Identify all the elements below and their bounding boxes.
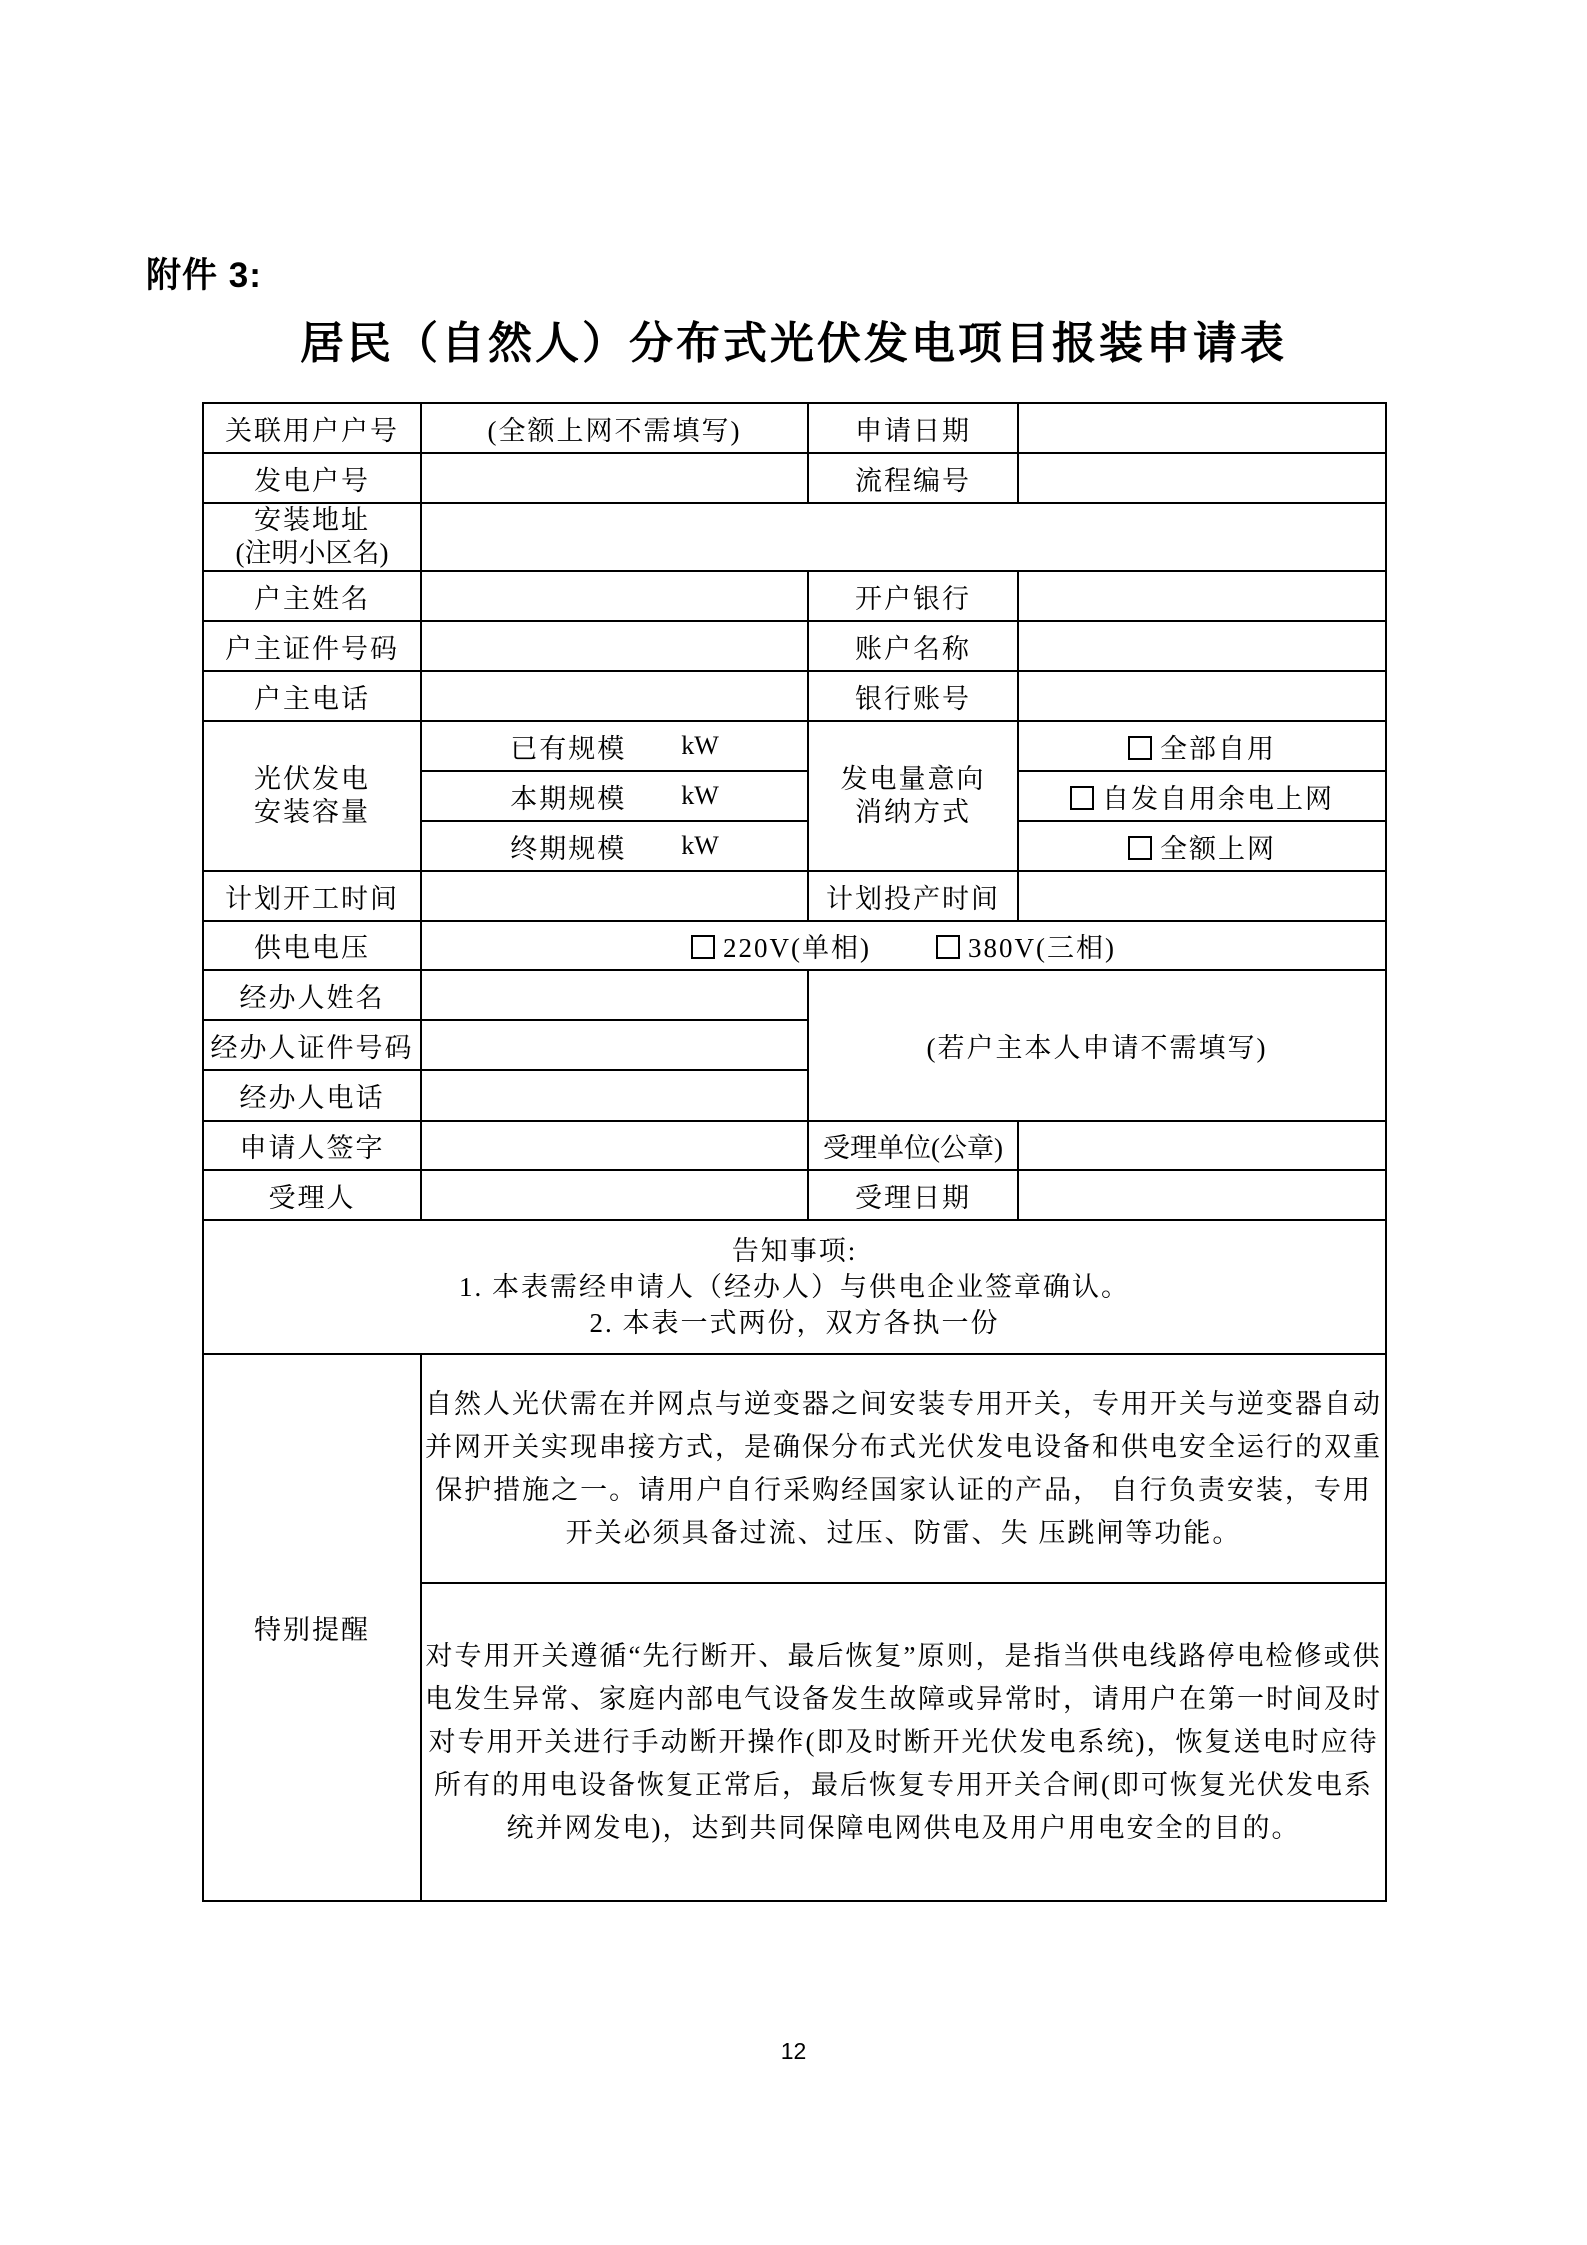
field-agent-name	[421, 970, 808, 1020]
table-row	[203, 503, 1386, 571]
label-owner-name: 户主姓名	[203, 571, 421, 621]
notice-item-1: 1. 本表需经申请人（经办人）与供电企业签章确认。	[459, 1272, 1130, 1302]
label-agent-phone: 经办人电话	[203, 1070, 421, 1121]
label-consumption-mode	[808, 721, 1018, 871]
table-row	[203, 1354, 1386, 1583]
field-generation-user-number	[421, 453, 808, 503]
label-pv-install-capacity	[203, 721, 421, 871]
checkbox-380v-icon[interactable]	[936, 935, 960, 959]
table-row	[203, 671, 1386, 721]
page-title: 居民（自然人）分布式光伏发电项目报装申请表	[300, 319, 1287, 368]
label-agent-id-number: 经办人证件号码	[203, 1020, 421, 1070]
label-bank-name: 开户银行	[808, 571, 1018, 621]
label-bank-account-number: 银行账号	[808, 671, 1018, 721]
option-self-use-surplus-grid	[1018, 771, 1386, 821]
label-acceptor: 受理人	[203, 1170, 421, 1220]
field-owner-id-number	[421, 621, 808, 671]
label-agent-name: 经办人姓名	[203, 970, 421, 1020]
field-application-date	[1018, 403, 1386, 453]
checkbox-full-grid-icon[interactable]	[1128, 836, 1152, 860]
table-row	[203, 871, 1386, 921]
current-scale-unit: kW	[681, 781, 719, 810]
label-generation-user-number: 发电户号	[203, 453, 421, 503]
supply-voltage-options	[421, 921, 1386, 970]
table-row	[203, 621, 1386, 671]
label-special-reminder: 特别提醒	[203, 1354, 421, 1901]
label-owner-id-number: 户主证件号码	[203, 621, 421, 671]
option-220v-label: 220V(单相)	[723, 933, 871, 963]
pv-capacity-line1: 光伏发电	[254, 764, 370, 794]
table-row	[203, 921, 1386, 970]
label-accepting-unit-seal: 受理单位(公章)	[808, 1121, 1018, 1170]
field-owner-name	[421, 571, 808, 621]
label-account-name: 账户名称	[808, 621, 1018, 671]
final-scale-label: 终期规模	[510, 833, 627, 864]
notice-item-2: 2. 本表一式两份，双方各执一份	[589, 1308, 1000, 1338]
option-380v-label: 380V(三相)	[968, 933, 1116, 963]
table-row	[203, 453, 1386, 503]
attachment-label: 附件 3:	[146, 256, 262, 295]
option-all-self-use	[1018, 721, 1386, 771]
notice-section	[203, 1220, 1386, 1354]
label-planned-production-time: 计划投产时间	[808, 871, 1018, 921]
consumption-mode-line1: 发电量意向	[840, 764, 986, 794]
notice-heading: 告知事项:	[731, 1236, 858, 1266]
installation-address-line1: 安装地址	[254, 505, 370, 535]
checkbox-self-use-surplus-icon[interactable]	[1070, 786, 1094, 810]
field-agent-id-number	[421, 1020, 808, 1070]
option-all-self-use-label: 全部自用	[1160, 733, 1276, 764]
field-bank-name	[1018, 571, 1386, 621]
label-planned-start-time: 计划开工时间	[203, 871, 421, 921]
installation-address-line2: (注明小区名)	[235, 538, 389, 568]
consumption-mode-line2: 消纳方式	[855, 797, 971, 827]
field-linked-user-number: (全额上网不需填写)	[421, 403, 808, 453]
final-scale-unit: kW	[681, 831, 719, 860]
table-row	[203, 1170, 1386, 1220]
table-row	[203, 571, 1386, 621]
checkbox-all-self-use-icon[interactable]	[1128, 736, 1152, 760]
option-self-use-surplus-label: 自发自用余电上网	[1102, 783, 1334, 814]
existing-scale-label: 已有规模	[510, 733, 627, 764]
table-row	[203, 1121, 1386, 1170]
table-row	[203, 403, 1386, 453]
option-full-grid-label: 全额上网	[1160, 833, 1276, 864]
label-acceptance-date: 受理日期	[808, 1170, 1018, 1220]
label-application-date: 申请日期	[808, 403, 1018, 453]
field-final-scale	[421, 821, 808, 871]
special-reminder-paragraph-2: 对专用开关遵循“先行断开、最后恢复”原则，是指当供电线路停电检修或供电发生异常、家庭内部电气设备发生故障或异常时，请用户在第一时间及时对专用开关进行手动断开操作(即及时断开光伏发电系统)，恢复送电时应待所有的用电设备恢复正常后，最后恢复专用开关合闸(即可恢复光伏发电系统并网发电)，达到共同保障电网供电及用户用电安全的目的。	[421, 1583, 1386, 1901]
field-planned-production-time	[1018, 871, 1386, 921]
label-installation-address	[203, 503, 421, 571]
label-process-number: 流程编号	[808, 453, 1018, 503]
current-scale-label: 本期规模	[510, 783, 627, 814]
table-row	[203, 970, 1386, 1020]
existing-scale-unit: kW	[681, 731, 719, 760]
field-process-number	[1018, 453, 1386, 503]
option-full-grid	[1018, 821, 1386, 871]
table-row	[203, 721, 1386, 771]
field-existing-scale	[421, 721, 808, 771]
field-account-name	[1018, 621, 1386, 671]
label-applicant-signature: 申请人签字	[203, 1121, 421, 1170]
application-form-table	[202, 402, 1387, 1902]
field-current-scale	[421, 771, 808, 821]
page-number: 12	[780, 2038, 807, 2064]
field-bank-account-number	[1018, 671, 1386, 721]
special-reminder-paragraph-1: 自然人光伏需在并网点与逆变器之间安装专用开关，专用开关与逆变器自动并网开关实现串接方式，是确保分布式光伏发电设备和供电安全运行的双重保护措施之一。请用户自行采购经国家认证的产品， 自行负责安装，专用开关必须具备过流、过压、防雷、失 压跳闸等功能。	[421, 1354, 1386, 1583]
field-acceptance-date	[1018, 1170, 1386, 1220]
label-supply-voltage: 供电电压	[203, 921, 421, 970]
agent-not-required-note: (若户主本人申请不需填写)	[808, 970, 1386, 1121]
label-owner-phone: 户主电话	[203, 671, 421, 721]
checkbox-220v-icon[interactable]	[691, 935, 715, 959]
field-agent-phone	[421, 1070, 808, 1121]
label-linked-user-number: 关联用户户号	[203, 403, 421, 453]
field-planned-start-time	[421, 871, 808, 921]
pv-capacity-line2: 安装容量	[254, 797, 370, 827]
field-accepting-unit-seal	[1018, 1121, 1386, 1170]
table-row	[203, 1220, 1386, 1354]
field-applicant-signature	[421, 1121, 808, 1170]
field-installation-address	[421, 503, 1386, 571]
field-acceptor	[421, 1170, 808, 1220]
field-owner-phone	[421, 671, 808, 721]
